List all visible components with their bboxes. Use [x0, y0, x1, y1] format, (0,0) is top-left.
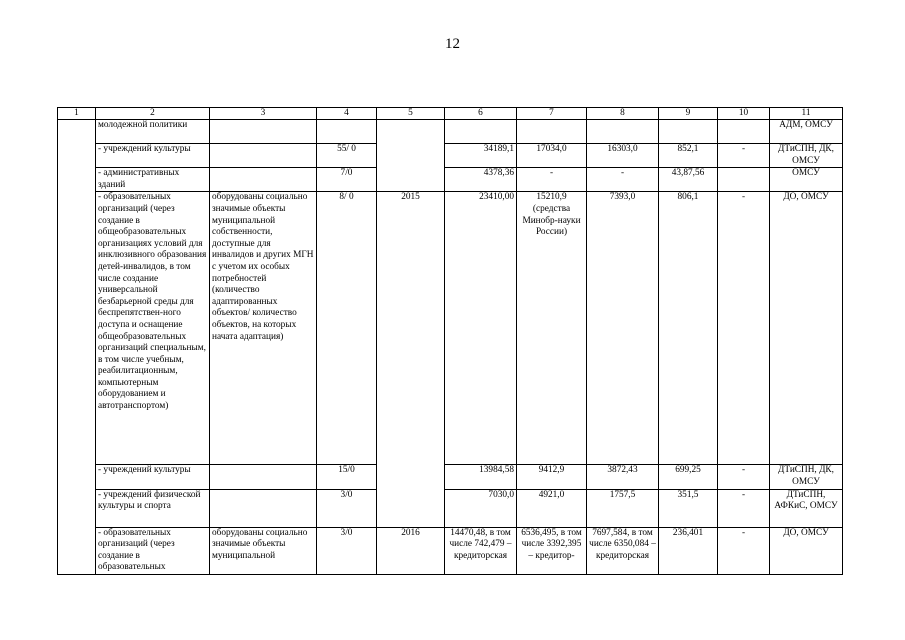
executor-cell: АДМ, ОМСУ — [770, 120, 843, 144]
object-cell: - учреждений физической культуры и спорта — [96, 489, 210, 527]
year-cell — [377, 120, 445, 192]
other-cell — [718, 120, 770, 144]
row-number-cell — [58, 120, 96, 575]
page-number: 12 — [445, 36, 460, 52]
program-table — [57, 107, 843, 575]
local-cell: 236,401 — [659, 527, 718, 574]
count-cell: 55/ 0 — [317, 144, 377, 168]
local-cell: 351,5 — [659, 489, 718, 527]
other-cell: - — [718, 144, 770, 168]
count-cell — [317, 120, 377, 144]
object-cell: - административных зданий — [96, 168, 210, 192]
count-cell: 15/0 — [317, 465, 377, 489]
result-cell — [210, 489, 317, 527]
table-row — [58, 192, 843, 465]
other-cell: - — [718, 192, 770, 465]
total-cell: 13984,58 — [445, 465, 517, 489]
table-row — [58, 489, 843, 527]
year-cell: 2015 — [377, 192, 445, 527]
object-cell: молодежной политики — [96, 120, 210, 144]
table-row — [58, 527, 843, 574]
federal-cell: - — [517, 168, 587, 192]
result-cell: оборудованы социально значимые объекты муниципальной — [210, 527, 317, 574]
regional-cell: - — [587, 168, 659, 192]
other-cell — [718, 168, 770, 192]
result-cell: оборудованы социально значимые объекты муниципальной собственности, доступные для инвалидов и других МГН с учетом их особых потребностей (количество адаптированных объектов/ количество объектов, на которых начата адаптация) — [210, 192, 317, 465]
table-row — [58, 168, 843, 192]
header-cell: 6 — [445, 108, 517, 120]
header-cell: 10 — [718, 108, 770, 120]
count-cell: 3/0 — [317, 489, 377, 527]
count-cell: 3/0 — [317, 527, 377, 574]
total-cell — [445, 120, 517, 144]
other-cell: - — [718, 527, 770, 574]
local-cell: 852,1 — [659, 144, 718, 168]
regional-cell: 3872,43 — [587, 465, 659, 489]
local-cell: 699,25 — [659, 465, 718, 489]
object-cell: - учреждений культуры — [96, 465, 210, 489]
header-cell: 1 — [58, 108, 96, 120]
total-cell: 14470,48, в том числе 742,479 – кредиторская — [445, 527, 517, 574]
table-row — [58, 120, 843, 144]
executor-cell: ДТиСПН, АФКиС, ОМСУ — [770, 489, 843, 527]
header-cell: 2 — [96, 108, 210, 120]
total-cell: 7030,0 — [445, 489, 517, 527]
object-cell: - учреждений культуры — [96, 144, 210, 168]
header-cell: 3 — [210, 108, 317, 120]
count-cell: 7/0 — [317, 168, 377, 192]
total-cell: 4378,36 — [445, 168, 517, 192]
regional-cell: 7393,0 — [587, 192, 659, 465]
table-row — [58, 465, 843, 489]
header-cell: 7 — [517, 108, 587, 120]
header-cell: 9 — [659, 108, 718, 120]
regional-cell: 16303,0 — [587, 144, 659, 168]
result-cell — [210, 120, 317, 144]
local-cell: 43,87,56 — [659, 168, 718, 192]
regional-cell: 7697,584, в том числе 6350,084 – кредиторская — [587, 527, 659, 574]
regional-cell: 1757,5 — [587, 489, 659, 527]
object-cell: - образовательных организаций (через создание в общеобразовательных организациях условий для инклюзивного образования детей-инвалидов, в том числе создание универсальной безбарьерной среды для беспрепятствен-ного доступа и оснащение общеобразовательных организаций специальным, в том числе учебным, реабилитационным, компьютерным оборудованием и автотранспортом) — [96, 192, 210, 465]
header-row — [58, 108, 843, 120]
federal-cell: 4921,0 — [517, 489, 587, 527]
executor-cell: ДТиСПН, ДК, ОМСУ — [770, 144, 843, 168]
object-cell: - образовательных организаций (через создание в образовательных — [96, 527, 210, 574]
total-cell: 23410,00 — [445, 192, 517, 465]
executor-cell: ДТиСПН, ДК, ОМСУ — [770, 465, 843, 489]
header-cell: 11 — [770, 108, 843, 120]
other-cell: - — [718, 489, 770, 527]
result-cell — [210, 144, 317, 168]
table-row — [58, 144, 843, 168]
header-cell: 5 — [377, 108, 445, 120]
federal-cell — [517, 120, 587, 144]
executor-cell: ДО, ОМСУ — [770, 192, 843, 465]
regional-cell — [587, 120, 659, 144]
local-cell — [659, 120, 718, 144]
federal-cell: 9412,9 — [517, 465, 587, 489]
header-cell: 4 — [317, 108, 377, 120]
count-cell: 8/ 0 — [317, 192, 377, 465]
result-cell — [210, 168, 317, 192]
federal-cell: 17034,0 — [517, 144, 587, 168]
other-cell: - — [718, 465, 770, 489]
local-cell: 806,1 — [659, 192, 718, 465]
year-cell: 2016 — [377, 527, 445, 574]
header-cell: 8 — [587, 108, 659, 120]
executor-cell: ДО, ОМСУ — [770, 527, 843, 574]
federal-cell: 15210,9 (средства Минобр-науки России) — [517, 192, 587, 465]
executor-cell: ОМСУ — [770, 168, 843, 192]
federal-cell: 6536,495, в том числе 3392,395 – кредитор- — [517, 527, 587, 574]
result-cell — [210, 465, 317, 489]
total-cell: 34189,1 — [445, 144, 517, 168]
